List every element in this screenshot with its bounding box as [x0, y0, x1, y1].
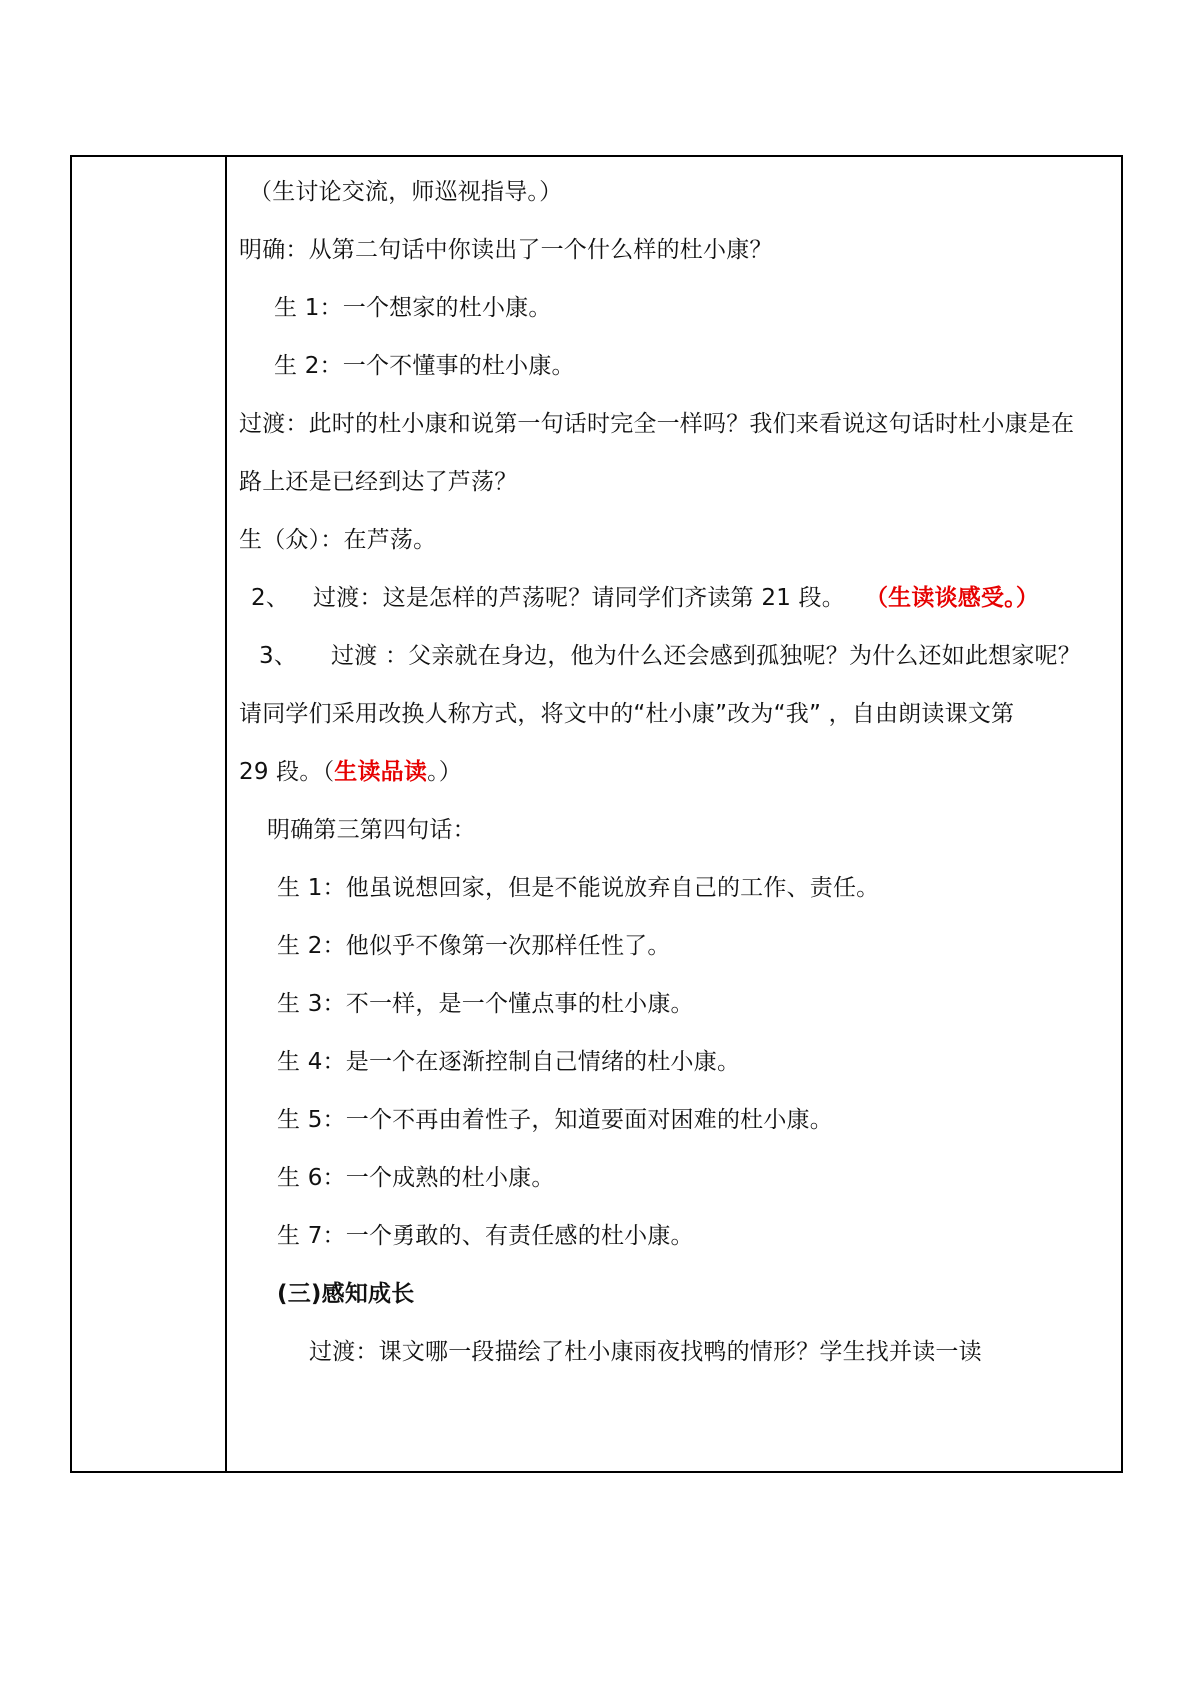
table-content-cell	[229, 157, 1121, 1471]
text-line-18: 生 6：一个成熟的杜小康。	[277, 1165, 555, 1191]
text-line-9	[259, 641, 1081, 671]
text-line-6: 路上还是已经到达了芦荡？	[239, 469, 518, 495]
text-line-4: 生 2：一个不懂事的杜小康。	[274, 353, 575, 379]
text-line-11-end: 。）	[427, 759, 462, 785]
text-line-9-body: 过渡 ：父亲就在身边，他为什么还会感到孤独呢？为什么还如此想家呢？	[331, 643, 1081, 669]
emphasis-note-1: （生读谈感受。）	[864, 585, 1040, 611]
text-line-3: 生 1：一个想家的杜小康。	[274, 295, 552, 321]
list-number-2: 2、	[251, 585, 290, 611]
text-line-5: 过渡：此时的杜小康和说第一句话时完全一样吗？我们来看说这句话时杜小康是在	[239, 411, 1075, 437]
text-line-19: 生 7：一个勇敢的、有责任感的杜小康。	[277, 1223, 694, 1249]
text-line-16: 生 4：是一个在逐渐控制自己情绪的杜小康。	[277, 1049, 741, 1075]
text-line-14: 生 2：他似乎不像第一次那样任性了。	[277, 933, 671, 959]
text-line-7: 生（众）：在芦荡。	[239, 527, 437, 553]
text-line-8-body: 过渡：这是怎样的芦荡呢？请同学们齐读第 21 段。	[313, 585, 845, 611]
text-line-10: 请同学们采用改换人称方式，将文中的“杜小康”改为“我” ，自由朗读课文第	[239, 701, 1015, 727]
list-number-3: 3、	[259, 643, 298, 669]
text-line-12: 明确第三第四句话：	[267, 817, 476, 843]
text-line-8	[251, 583, 1039, 613]
table-left-column	[72, 157, 227, 1471]
text-line-1: （生讨论交流，师巡视指导。）	[249, 179, 563, 205]
text-line-21: 过渡：课文哪一段描绘了杜小康雨夜找鸭的情形？学生找并读一读	[309, 1339, 982, 1365]
text-line-13: 生 1：他虽说想回家，但是不能说放弃自己的工作、责任。	[277, 875, 880, 901]
emphasis-note-2: 生读品读	[334, 759, 428, 785]
text-line-11	[239, 757, 462, 787]
section-heading: (三)感知成长	[277, 1281, 415, 1307]
text-line-11-start: 29 段。（	[239, 759, 335, 785]
lesson-table	[70, 155, 1123, 1473]
text-line-17: 生 5：一个不再由着性子，知道要面对困难的杜小康。	[277, 1107, 833, 1133]
text-line-2: 明确：从第二句话中你读出了一个什么样的杜小康？	[239, 237, 773, 263]
text-line-15: 生 3：不一样，是一个懂点事的杜小康。	[277, 991, 694, 1017]
